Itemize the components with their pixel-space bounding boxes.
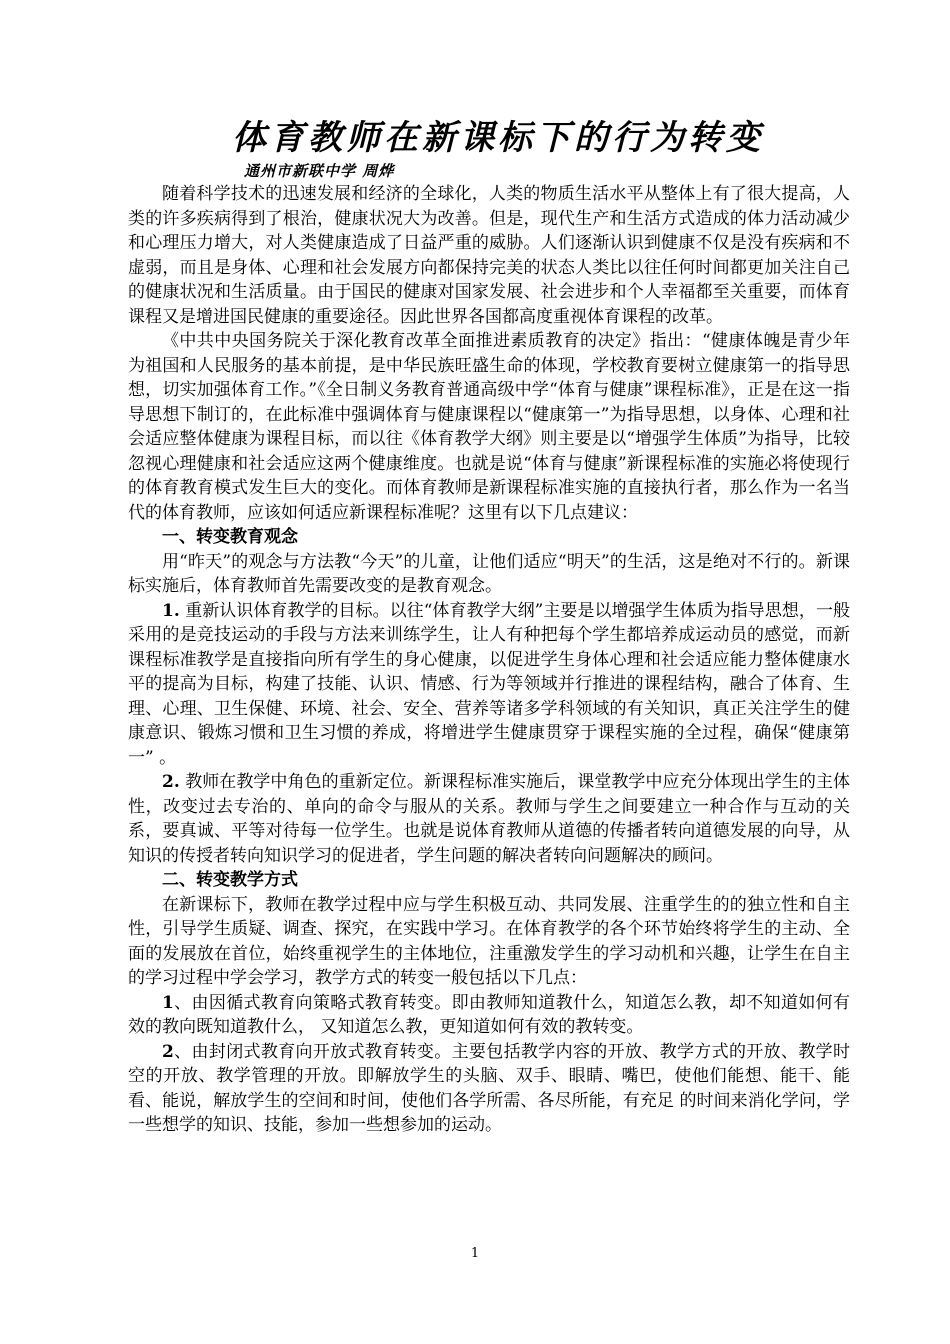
point-number: 1. [162,600,180,621]
section-heading-1: 一、转变教育观念 [162,527,298,547]
paragraph-section-1-intro: 用“昨天”的观念与方法教“今天”的儿童，让他们适应“明天”的生活，这是绝对不行的。新课标实施后，体育教师首先需要改变的是教育观念。 [128,551,850,596]
point-text: 、由因循式教育向策略式教育转变。即由教师知道教什么，知道怎么教，却不知道如何有效的教向既知道教什么， 又知道怎么教，更知道如何有效的教转变。 [128,992,850,1037]
point-text: 教师在教学中角色的重新定位。新课程标准实施后，课堂教学中应充分体现出学生的主体性，改变过去专治的、单向的命令与服从的关系。教师与学生之间要建立一种合作与互动的关系，要真诚、平等对待每一位学生。也就是说体育教师从道德的传播者转向道德发展的向导，从知识的传授者转向知识学习的促进者，学生问题的解决者转向问题解决的顾问。 [128,772,850,866]
paragraph-policy: 《中共中央国务院关于深化教育改革全面推进素质教育的决定》指出：“健康体魄是青少年为祖国和人民服务的基本前提，是中华民族旺盛生命的体现，学校教育要树立健康第一的指导思想，切实加强体育工作。”《全日制义务教育普通高级中学“体育与健康”课程标准》，正是在这一指导思想下制订的，在此标准中强调体育与健康课程以“健康第一”为指导思想，以身体、心理和社会适应整体健康为课程目标，而以往《体育教学大纲》则主要是以“增强学生体质”为指导，比较忽视心理健康和社会适应这两个健康维度。也就是说“体育与健康”新课程标准的实施必将使现行的体育教育模式发生巨大的变化。而体育教师是新课程标准实施的直接执行者，那么作为一名当代的体育教师，应该如何适应新课程标准呢？这里有以下几点建议： [128,331,850,523]
point-number: 2. [162,772,180,792]
page-title: 体育教师在新课标下的行为转变 [232,118,764,158]
author-line: 通州市新联中学 周烨 [244,162,395,180]
point-number: 2 [162,1041,174,1062]
paragraph-point-2-2 [128,1040,850,1138]
paragraph-point-2-1 [128,991,850,1040]
paragraph-point-1-2 [128,770,850,868]
point-text: 、由封闭式教育向开放式教育转变。主要包括教学内容的开放、教学方式的开放、教学时空的开放、教学管理的开放。即解放学生的头脑、双手、眼睛、嘴巴，使他们能想、能干、能看、能说，解放学生的空间和时间，使他们各学所需、各尽所能，有充足 的时间来消化学问，学一些想学的知识、技能，参加一些想参加的运动。 [128,1041,850,1135]
point-text: 重新认识体育教学的目标。以往“体育教学大纲”主要是以增强学生体质为指导思想，一般采用的是竞技运动的手段与方法来训练学生，让人有种把每个学生都培养成运动员的感觉，而新课程标准教学是直接指向所有学生的身心健康，以促进学生身体心理和社会适应能力整体健康水平的提高为目标，构建了技能、认识、情感、行为等领域并行推进的课程结构，融合了体育、生理、心理、卫生保健、环境、社会、安全、营养等诸多学科领域的有关知识，真正关注学生的健康意识、锻炼习惯和卫生习惯的养成，将增进学生健康贯穿于课程实施的全过程，确保“健康第一” 。 [128,600,850,768]
paragraph-intro: 随着科学技术的迅速发展和经济的全球化，人类的物质生活水平从整体上有了很大提高，人类的许多疾病得到了根治，健康状况大为改善。但是，现代生产和生活方式造成的体力活动减少和心理压力增大，对人类健康造成了日益严重的威胁。人们逐渐认识到健康不仅是没有疾病和不虚弱，而且是身体、心理和社会发展方向都保持完美的状态人类比以往任何时间都更加关注自己的健康状况和生活质量。由于国民的健康对国家发展、社会进步和个人幸福都至关重要，而体育课程又是增进国民健康的重要途径。因此世界各国都高度重视体育课程的改革。 [128,184,850,327]
point-number: 1 [162,992,174,1013]
article-body [128,182,850,1138]
paragraph-section-2-intro: 在新课标下，教师在教学过程中应与学生积极互动、共同发展、注重学生的的独立性和自主性，引导学生质疑、调查、探究，在实践中学习。在体育教学的各个环节始终将学生的主动、全面的发展放在首位，始终重视学生的主体地位，注重激发学生的学习动机和兴趣，让学生在自主的学习过程中学会学习，教学方式的转变一般包括以下几点： [128,894,850,988]
page-number: 1 [470,1246,480,1261]
paragraph-point-1-1 [128,599,850,771]
section-heading-2: 二、转变教学方式 [162,870,298,890]
